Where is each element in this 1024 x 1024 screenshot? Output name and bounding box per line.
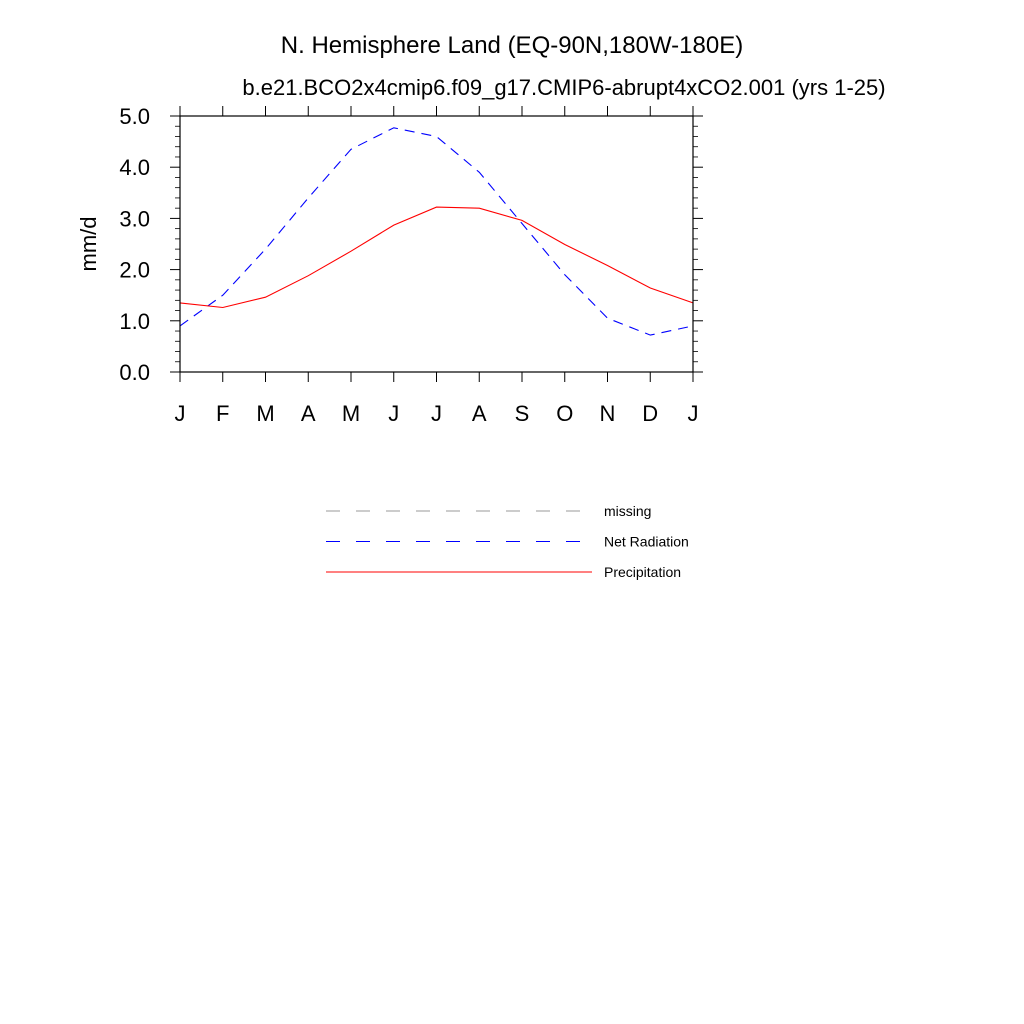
y-tick-label: 4.0 — [119, 155, 150, 181]
series-layer — [180, 128, 693, 335]
y-tick-label: 0.0 — [119, 360, 150, 385]
chart-title: N. Hemisphere Land (EQ-90N,180W-180E) — [280, 32, 744, 59]
axis-layer — [119, 104, 703, 426]
chart-subtitle: b.e21.BCO2x4cmip6.f09_g17.CMIP6-abrupt4xCO2.001 (yrs 1-25) — [242, 75, 886, 100]
x-tick-label: J — [388, 401, 400, 426]
x-tick-label: A — [471, 401, 487, 426]
legend-label: Precipitation — [604, 564, 682, 580]
legend — [326, 503, 689, 580]
plot-frame — [180, 116, 693, 372]
x-tick-label: S — [514, 401, 530, 426]
y-axis-label: mm/d — [76, 216, 101, 272]
x-tick-label: F — [216, 401, 230, 426]
x-tick-label: N — [599, 401, 616, 426]
x-tick-label: A — [300, 401, 316, 426]
legend-label: missing — [604, 503, 652, 519]
y-tick-label: 2.0 — [119, 257, 150, 283]
x-tick-label: J — [687, 401, 699, 426]
x-tick-label: M — [341, 401, 361, 426]
y-tick-label: 5.0 — [119, 104, 150, 129]
y-tick-label: 1.0 — [119, 308, 150, 334]
x-tick-label: O — [556, 401, 574, 426]
x-tick-label: J — [174, 401, 186, 426]
series-line-net-radiation — [180, 128, 693, 335]
x-tick-label: D — [642, 401, 659, 426]
legend-label: Net Radiation — [604, 533, 689, 550]
x-tick-label: J — [431, 401, 442, 426]
y-tick-label: 3.0 — [119, 206, 150, 232]
x-tick-label: M — [256, 401, 275, 426]
series-line-precipitation — [180, 207, 693, 307]
